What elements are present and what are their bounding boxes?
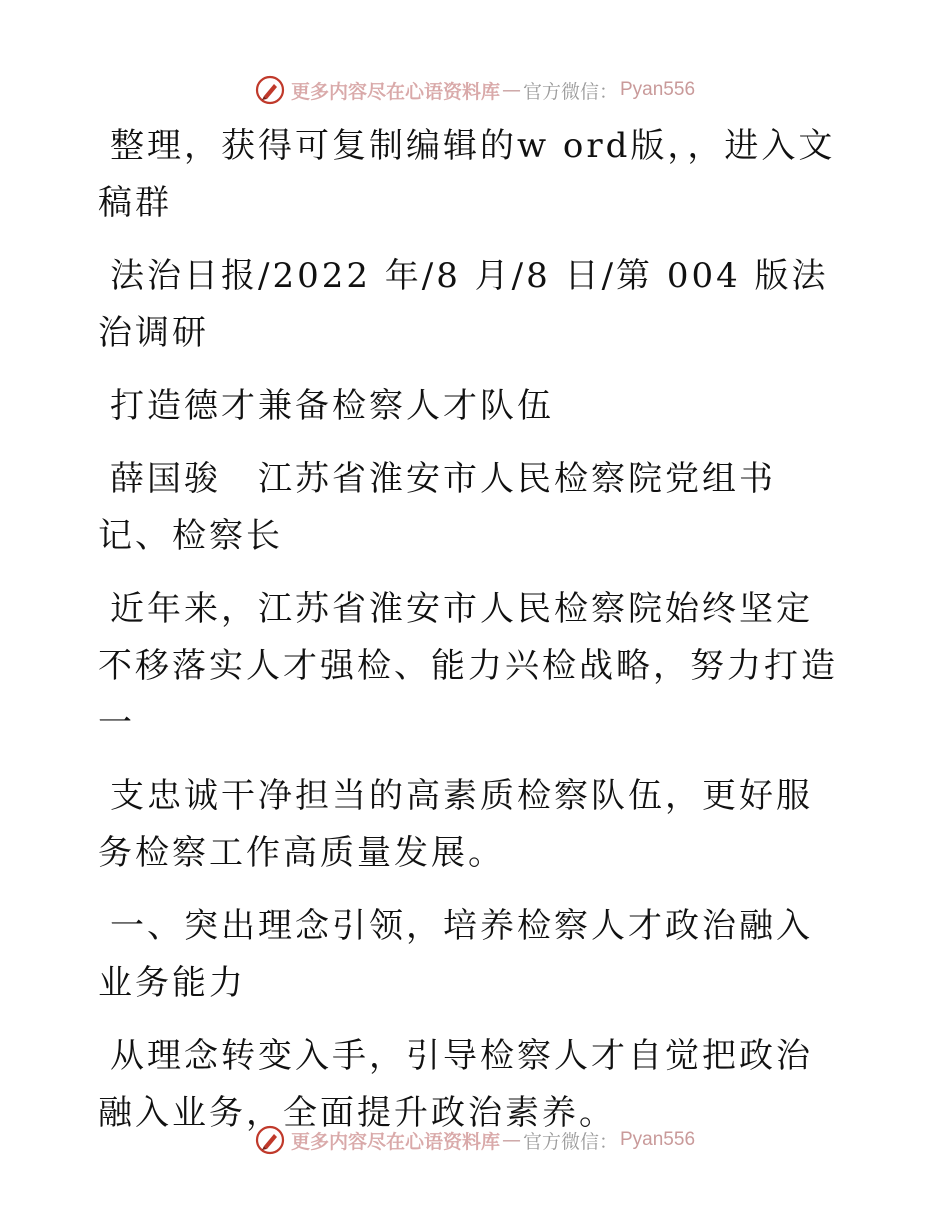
- paragraph-source: 法治日报/2022 年/8 月/8 日/第 004 版法治调研: [98, 256, 829, 353]
- banner-main-text: 更多内容尽在心语资料库: [290, 1130, 500, 1153]
- paragraph-body: 从理念转变入手，引导检察人才自觉把政治融入业务，全面提升政治素养。: [98, 1036, 813, 1133]
- paragraph-intro: 整理，获得可复制编辑的w ord版，，进入文稿群: [98, 126, 836, 223]
- article-title: 打造德才兼备检察人才队伍: [110, 386, 554, 426]
- banner-main-text: 更多内容尽在心语资料库: [290, 80, 500, 103]
- banner-wechat-id: Pyan556: [620, 79, 696, 100]
- header-watermark-banner: [0, 70, 950, 110]
- paragraph-body: 支忠诚干净担当的高素质检察队伍，更好服务检察工作高质量发展。: [98, 776, 813, 873]
- pen-logo-icon: [255, 75, 285, 105]
- banner-separator: —: [501, 79, 521, 101]
- banner-separator: —: [501, 1129, 521, 1151]
- footer-watermark-banner: [0, 1120, 950, 1160]
- pen-logo-icon: [255, 1125, 285, 1155]
- author-byline: 薛国骏 江苏省淮安市人民检察院党组书记、检察长: [98, 459, 776, 556]
- document-body: [98, 118, 838, 1158]
- section-heading: 一、突出理念引领，培养检察人才政治融入业务能力: [98, 906, 813, 1003]
- banner-official-label: 官方微信：: [522, 80, 618, 103]
- paragraph-body: 近年来，江苏省淮安市人民检察院始终坚定不移落实人才强检、能力兴检战略，努力打造一: [98, 589, 838, 743]
- banner-official-label: 官方微信：: [522, 1130, 618, 1153]
- banner-wechat-id: Pyan556: [620, 1129, 696, 1150]
